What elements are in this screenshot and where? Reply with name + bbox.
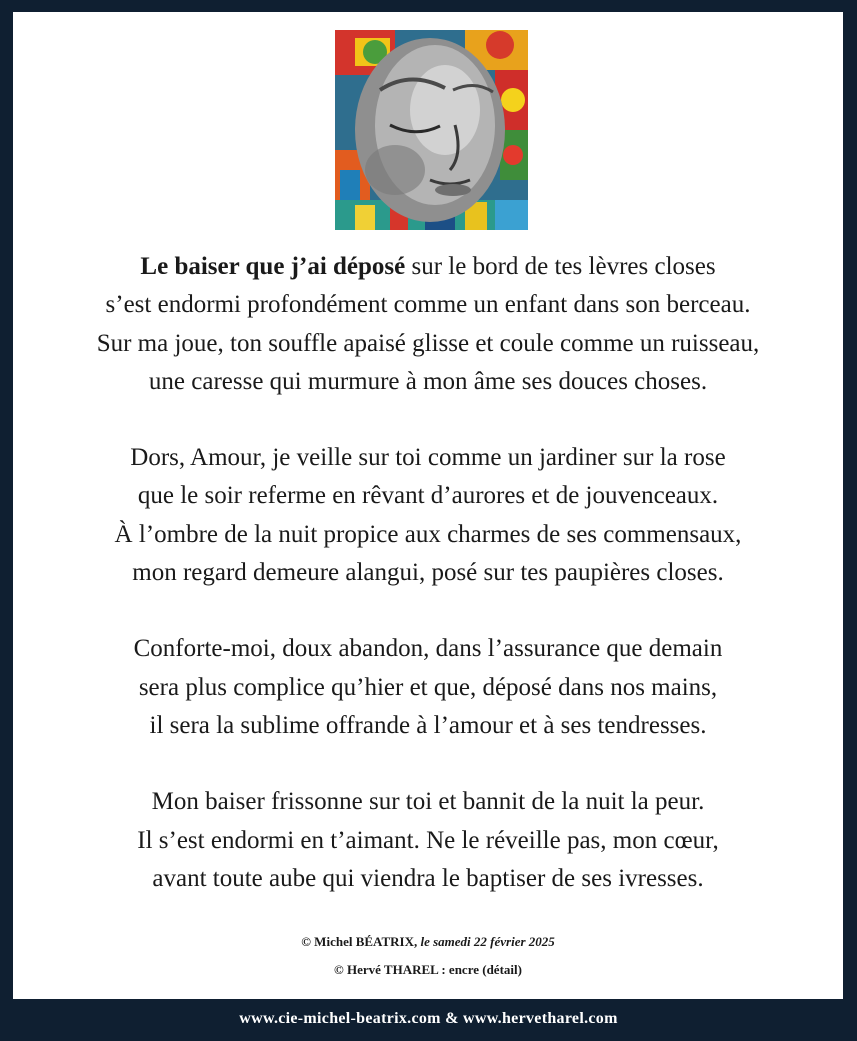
poem-line: que le soir referme en rêvant d’aurores et de jouvenceaux. (137, 482, 719, 510)
poem-line: s’est endormi profondément comme un enfant dans son berceau. (105, 291, 751, 319)
stanza-3 (13, 630, 843, 745)
poem-text (13, 248, 843, 898)
poem-date: le samedi 22 février 2025 (420, 934, 555, 949)
poem-line: Il s’est endormi en t’aimant. Ne le réveille pas, mon cœur, (137, 826, 719, 854)
poem-line: mon regard demeure alangui, posé sur tes paupières closes. (132, 559, 724, 587)
poem-line: Mon baiser frissonne sur toi et bannit de la nuit la peur. (151, 788, 705, 816)
stanza-4 (13, 783, 843, 898)
poem-line-bold: Le baiser que j’ai déposé (140, 253, 406, 280)
artwork-svg (335, 30, 528, 230)
illustration-credit: © Hervé THAREL : encre (détail) (334, 962, 522, 977)
poem-line: il sera la sublime offrande à l’amour et à ses tendresses. (149, 711, 707, 739)
credits (13, 932, 843, 988)
poem-card (13, 12, 843, 999)
stanza-1 (13, 248, 843, 401)
poem-line: Dors, Amour, je veille sur toi comme un jardiner sur la rose (130, 444, 726, 472)
author-name: © Michel BÉATRIX, (301, 934, 421, 949)
poem-line: sera plus complice qu’hier et que, déposé dans nos mains, (138, 673, 718, 701)
poem-line-rest: sur le bord de tes lèvres closes (405, 253, 716, 280)
poem-line: Conforte-moi, doux abandon, dans l’assurance que demain (133, 635, 723, 663)
author-credit (13, 932, 843, 960)
footer-links: www.cie-michel-beatrix.com & www.hervetharel.com (239, 1010, 618, 1027)
poem-line: Sur ma joue, ton souffle apaisé glisse et coule comme un ruisseau, (96, 329, 760, 357)
poem-line (13, 248, 843, 286)
poem-line: À l’ombre de la nuit propice aux charmes de ses commensaux, (114, 520, 742, 548)
poem-line: une caresse qui murmure à mon âme ses douces choses. (148, 367, 708, 395)
ink-face-painting-image (335, 30, 528, 230)
stanza-2 (13, 439, 843, 592)
poem-line: avant toute aube qui viendra le baptiser de ses ivresses. (152, 864, 704, 892)
